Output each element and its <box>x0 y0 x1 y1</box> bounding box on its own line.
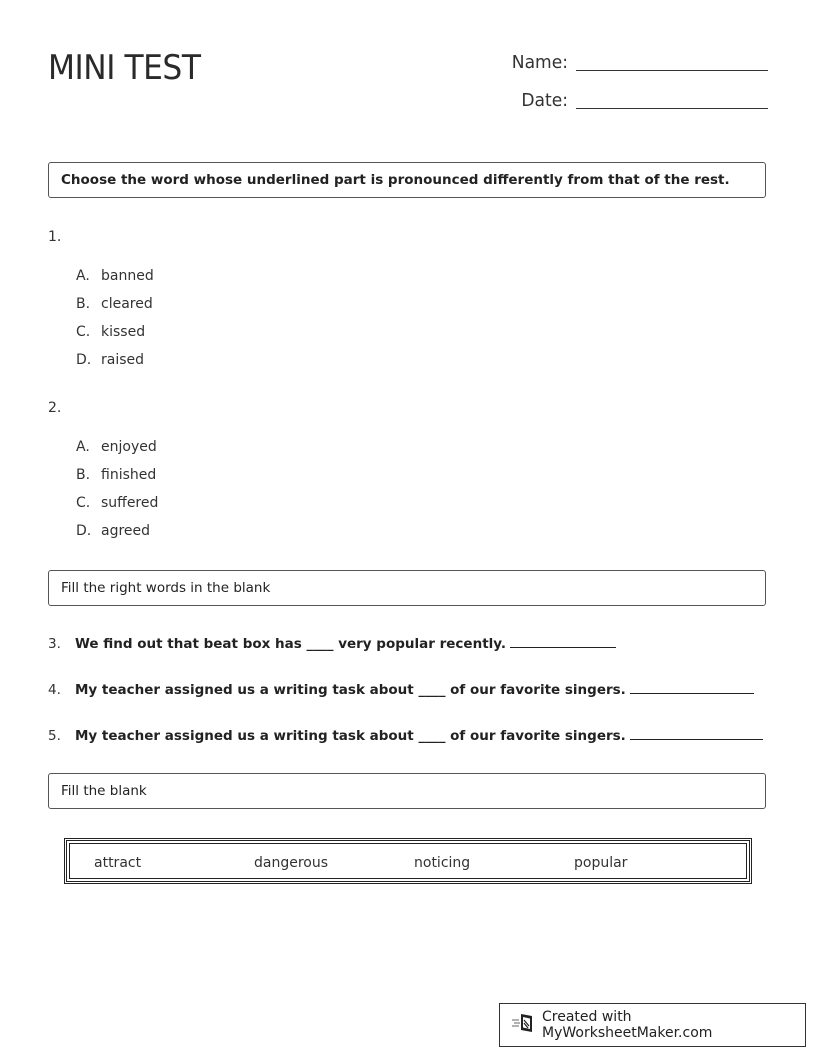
option-text: kissed <box>101 324 146 340</box>
option-text: banned <box>101 268 154 284</box>
name-label: Name: <box>511 52 568 73</box>
question-number: 1. <box>48 229 62 245</box>
name-blank-line[interactable] <box>576 69 768 71</box>
fill-question <box>48 682 754 698</box>
word-bank-item: popular <box>574 855 628 871</box>
question-text: My teacher assigned us a writing task about ____ of our favorite singers. <box>75 682 626 698</box>
word-bank-item: dangerous <box>254 855 329 871</box>
option-text: raised <box>101 352 145 368</box>
option-item <box>76 352 144 368</box>
option-item <box>76 296 153 312</box>
word-bank-item: noticing <box>414 855 471 871</box>
word-bank <box>64 838 752 884</box>
question-number: 4. <box>48 682 61 698</box>
answer-blank-line[interactable] <box>630 692 754 694</box>
option-letter: D. <box>76 352 92 368</box>
instruction-box-pronunciation: Choose the word whose underlined part is pronounced differently from that of the rest. <box>48 162 766 198</box>
option-text: enjoyed <box>101 439 157 455</box>
option-letter: B. <box>76 296 91 312</box>
question-text: My teacher assigned us a writing task about ____ of our favorite singers. <box>75 728 626 744</box>
instruction-box-fill-words: Fill the right words in the blank <box>48 570 766 606</box>
option-text: agreed <box>101 523 151 539</box>
option-letter: C. <box>76 324 91 340</box>
instruction-box-fill-blank: Fill the blank <box>48 773 766 809</box>
question-number: 3. <box>48 636 61 652</box>
option-letter: A. <box>76 439 90 455</box>
name-field <box>498 52 768 73</box>
option-item <box>76 495 158 511</box>
date-blank-line[interactable] <box>576 107 768 109</box>
option-text: finished <box>101 467 157 483</box>
option-item <box>76 439 157 455</box>
option-letter: C. <box>76 495 91 511</box>
option-text: suffered <box>101 495 159 511</box>
option-letter: D. <box>76 523 92 539</box>
option-letter: B. <box>76 467 91 483</box>
answer-blank-line[interactable] <box>630 738 763 740</box>
worksheet-logo-icon <box>512 1012 542 1038</box>
option-item <box>76 268 154 284</box>
page-title: MINI TEST <box>48 48 201 88</box>
question-number: 5. <box>48 728 61 744</box>
option-letter: A. <box>76 268 90 284</box>
question-text: We find out that beat box has ____ very popular recently. <box>75 636 506 652</box>
footer-credit <box>499 1003 806 1047</box>
option-text: cleared <box>101 296 153 312</box>
fill-question <box>48 728 763 744</box>
date-label: Date: <box>521 90 568 111</box>
word-bank-item: attract <box>94 855 142 871</box>
option-item <box>76 467 156 483</box>
question-number: 2. <box>48 400 62 416</box>
footer-text: Created with MyWorksheetMaker.com <box>542 1009 713 1041</box>
answer-blank-line[interactable] <box>510 646 616 648</box>
option-item <box>76 324 145 340</box>
fill-question <box>48 636 616 652</box>
option-item <box>76 523 150 539</box>
date-field <box>498 90 768 111</box>
